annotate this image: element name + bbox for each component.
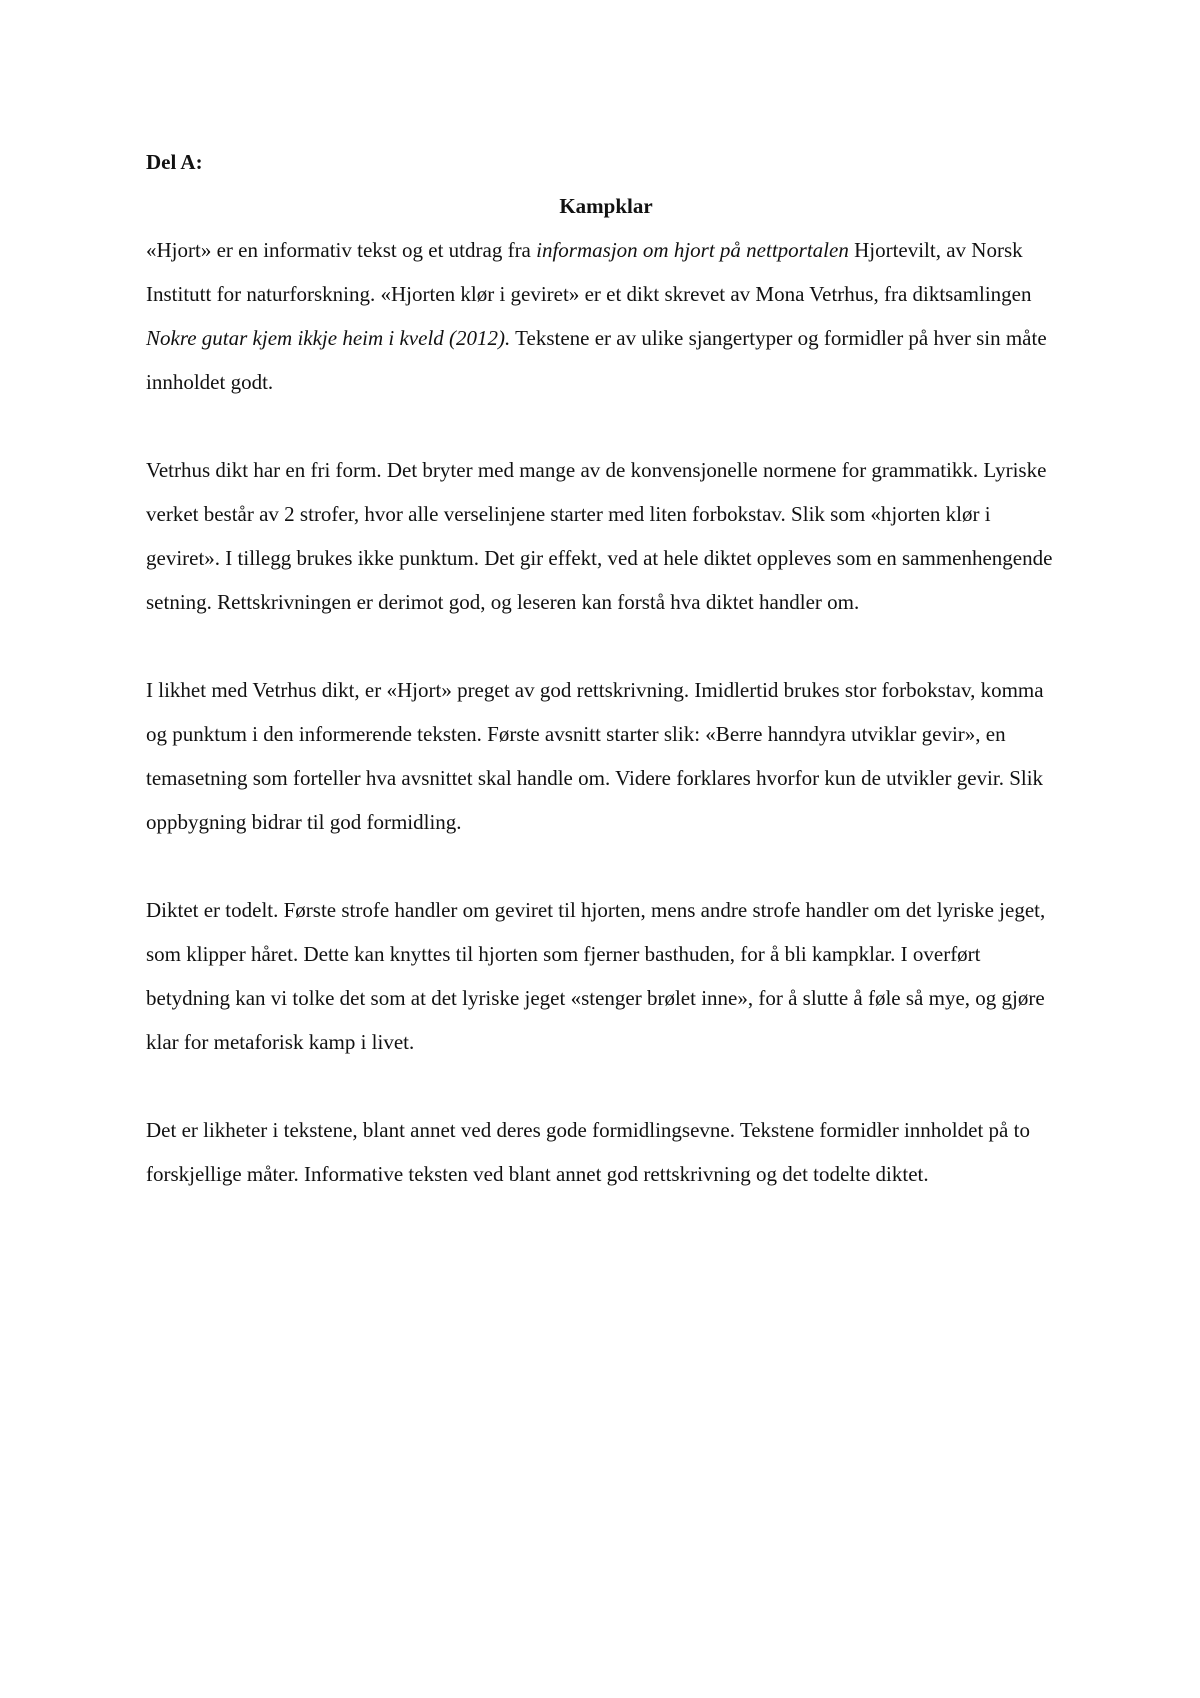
paragraph-comparison: I likhet med Vetrhus dikt, er «Hjort» preget av god rettskrivning. Imidlertid brukes stor forbokstav, komma og punktum i den informerende teksten. Første avsnitt starter slik: «Berre hanndyra utviklar gevir», en temasetning som forteller hva avsnittet skal handle om. Videre forklares hvorfor kun de utvikler gevir. Slik oppbygning bidrar til god formidling. — [146, 678, 1044, 834]
paragraph-conclusion: Det er likheter i tekstene, blant annet ved deres gode formidlingsevne. Tekstene formidler innholdet på to forskjellige måter. Informative teksten ved blant annet god rettskrivning og det todelte diktet. — [146, 1118, 1030, 1186]
section-heading: Del A: — [146, 150, 203, 174]
paragraph-intro-text-3: Tekstene er av ulike sjangertyper og formidler på hver sin måte innholdet godt. — [146, 326, 1047, 394]
paragraph-form: Vetrhus dikt har en fri form. Det bryter med mange av de konvensjonelle normene for grammatikk. Lyriske verket består av 2 strofer, hvor alle verselinjene starter med liten forbokstav. Slik som «hjorten klør i geviret». I tillegg brukes ikke punktum. Det gir effekt, ved at hele diktet oppleves som en sammenhengende setning. Rettskrivningen er derimot god, og leseren kan forstå hva diktet handler om. — [146, 458, 1053, 614]
paragraph-intro-text-2: Hjortevilt, av Norsk Institutt for naturforskning. «Hjorten klør i geviret» er et dikt skrevet av Mona Vetrhus, fra diktsamlingen — [146, 238, 1032, 306]
paragraph-intro — [146, 228, 1066, 404]
paragraph-intro-text-1: «Hjort» er en informativ tekst og et utdrag fra — [146, 238, 537, 262]
paragraph-intro-italic-1: informasjon om hjort på nettportalen — [536, 238, 849, 262]
document-title: Kampklar — [559, 194, 653, 218]
paragraph-structure: Diktet er todelt. Første strofe handler om geviret til hjorten, mens andre strofe handler om det lyriske jeget, som klipper håret. Dette kan knyttes til hjorten som fjerner basthuden, for å bli kampklar. I overført betydning kan vi tolke det som at det lyriske jeget «stenger brølet inne», for å slutte å føle så mye, og gjøre klar for metaforisk kamp i livet. — [146, 898, 1046, 1054]
paragraph-intro-italic-2: Nokre gutar kjem ikkje heim i kveld (2012). — [146, 326, 511, 350]
document-body — [146, 140, 1066, 1240]
